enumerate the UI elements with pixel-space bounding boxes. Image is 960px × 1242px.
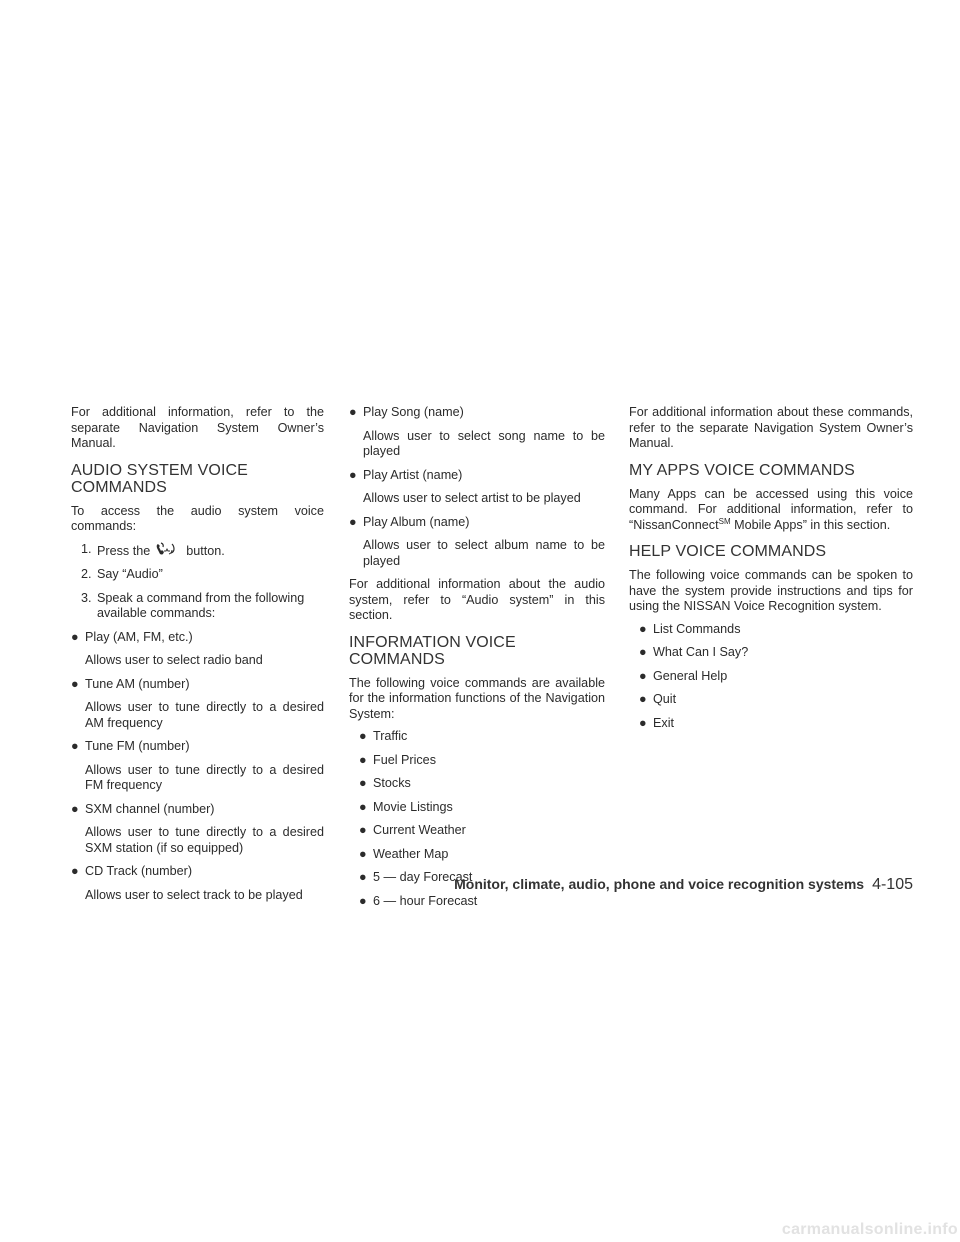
list-item-label: Quit [653, 692, 677, 706]
list-item-label: What Can I Say? [653, 645, 749, 659]
bullet-icon: ● [349, 514, 357, 529]
step-number: 1. [81, 541, 92, 556]
command-title: Play Album (name) [363, 514, 470, 529]
list-item-label: 5 — day Forecast [373, 870, 473, 884]
command-description: Allows user to tune directly to a desired AM frequency [85, 700, 324, 730]
list-item [639, 692, 913, 708]
bullet-icon: ● [359, 823, 367, 837]
bullet-icon: ● [71, 676, 79, 691]
my-apps-paragraph [629, 487, 913, 534]
bullet-icon: ● [359, 752, 367, 767]
bullet-icon: ● [359, 799, 367, 814]
step-text: Say “Audio” [97, 567, 163, 581]
command-title: Play Artist (name) [363, 467, 463, 482]
list-item [639, 669, 913, 685]
bullet-icon: ● [359, 893, 367, 908]
command-description: Allows user to select artist to be played [363, 491, 581, 505]
command-item [71, 677, 324, 693]
information-reference-paragraph: For additional information about these commands, refer to the separate Navigation System Owner’s Manual. [629, 405, 913, 450]
bullet-icon: ● [71, 864, 79, 878]
bullet-icon: ● [639, 645, 647, 659]
bullet-icon: ● [359, 729, 367, 743]
list-item-label: Movie Listings [373, 799, 453, 814]
bullet-icon: ● [349, 405, 357, 419]
list-item [359, 847, 605, 863]
my-apps-text: Many Apps can be accessed using this voice command. For additional information, refer to “NissanConnect [629, 486, 913, 532]
list-item-label: Exit [653, 715, 674, 730]
step-number: 2. [81, 567, 92, 581]
list-item-label: List Commands [653, 621, 741, 636]
list-item-label: General Help [653, 668, 728, 683]
bullet-icon: ● [359, 846, 367, 861]
bullet-icon: ● [71, 801, 79, 816]
bullet-icon: ● [359, 870, 367, 884]
list-item [359, 800, 605, 816]
bullet-icon: ● [639, 668, 647, 683]
list-item-label: Stocks [373, 776, 411, 790]
bullet-icon: ● [639, 692, 647, 706]
watermark: carmanualsonline.info [781, 1221, 958, 1238]
bullet-icon: ● [71, 739, 79, 753]
list-item [359, 753, 605, 769]
step-text: Press the [97, 543, 151, 558]
step-1 [81, 542, 324, 560]
voice-talk-icon [155, 542, 177, 555]
bullet-icon: ● [349, 467, 357, 482]
command-description: Allows user to select track to be played [85, 887, 303, 902]
list-item-label: Fuel Prices [373, 752, 436, 767]
step-2 [81, 567, 324, 583]
command-item [349, 515, 605, 531]
page-footer [392, 877, 913, 897]
bullet-icon: ● [639, 621, 647, 636]
command-item [71, 802, 324, 818]
information-lead-paragraph: The following voice commands are available for the information functions of the Navigation System: [349, 675, 605, 721]
bullet-icon: ● [359, 776, 367, 790]
step-text: Speak a command from the following available commands: [97, 590, 305, 620]
bullet-icon: ● [639, 715, 647, 730]
list-item [359, 776, 605, 792]
information-commands-heading: INFORMATION VOICE COMMANDS [349, 633, 516, 668]
list-item [359, 823, 605, 839]
my-apps-text-end: Mobile Apps” in this section. [730, 517, 891, 532]
column-3 [629, 405, 913, 739]
column-1 [71, 405, 324, 911]
command-title: SXM channel (number) [85, 801, 215, 816]
section-title: Monitor, climate, audio, phone and voice recognition systems [454, 876, 865, 892]
command-item [71, 864, 324, 880]
list-item [639, 716, 913, 732]
command-description: Allows user to select song name to be played [363, 428, 605, 458]
audio-reference-paragraph: For additional information about the audio system, refer to “Audio system” in this section. [349, 577, 605, 622]
command-title: Tune AM (number) [85, 676, 190, 691]
command-item [71, 630, 324, 646]
audio-lead-paragraph: To access the audio system voice commands: [71, 503, 324, 533]
command-title: Tune FM (number) [85, 739, 190, 753]
command-description: Allows user to tune directly to a desired SXM station (if so equipped) [85, 825, 324, 855]
list-item [639, 645, 913, 661]
list-item-label: Weather Map [373, 846, 449, 861]
column-2 [349, 405, 605, 917]
intro-paragraph: For additional information, refer to the separate Navigation System Owner’s Manual. [71, 405, 324, 450]
command-item [349, 405, 605, 421]
command-title: Play (AM, FM, etc.) [85, 629, 193, 644]
list-item-label: Current Weather [373, 823, 466, 837]
command-title: Play Song (name) [363, 405, 464, 419]
command-description: Allows user to tune directly to a desired FM frequency [85, 762, 324, 792]
audio-commands-heading: AUDIO SYSTEM VOICE COMMANDS [71, 461, 248, 496]
help-lead-paragraph: The following voice commands can be spoken to have the system provide instructions and tips for using the NISSAN Voice Recognition system. [629, 568, 913, 613]
step-text-post: button. [186, 543, 225, 558]
page-number: 4-105 [872, 876, 913, 893]
step-number: 3. [81, 590, 92, 605]
list-item-label: 6 — hour Forecast [373, 893, 478, 908]
list-item [639, 622, 913, 638]
command-item [71, 739, 324, 755]
command-description: Allows user to select album name to be played [363, 538, 605, 568]
list-item [359, 729, 605, 745]
command-description: Allows user to select radio band [85, 653, 263, 667]
command-item [349, 468, 605, 484]
bullet-icon: ● [71, 629, 79, 644]
my-apps-commands-heading: MY APPS VOICE COMMANDS [629, 461, 855, 479]
command-title: CD Track (number) [85, 864, 193, 878]
step-3 [81, 591, 324, 622]
help-commands-heading: HELP VOICE COMMANDS [629, 543, 827, 560]
service-mark: SM [718, 516, 731, 526]
list-item-label: Traffic [373, 729, 408, 743]
